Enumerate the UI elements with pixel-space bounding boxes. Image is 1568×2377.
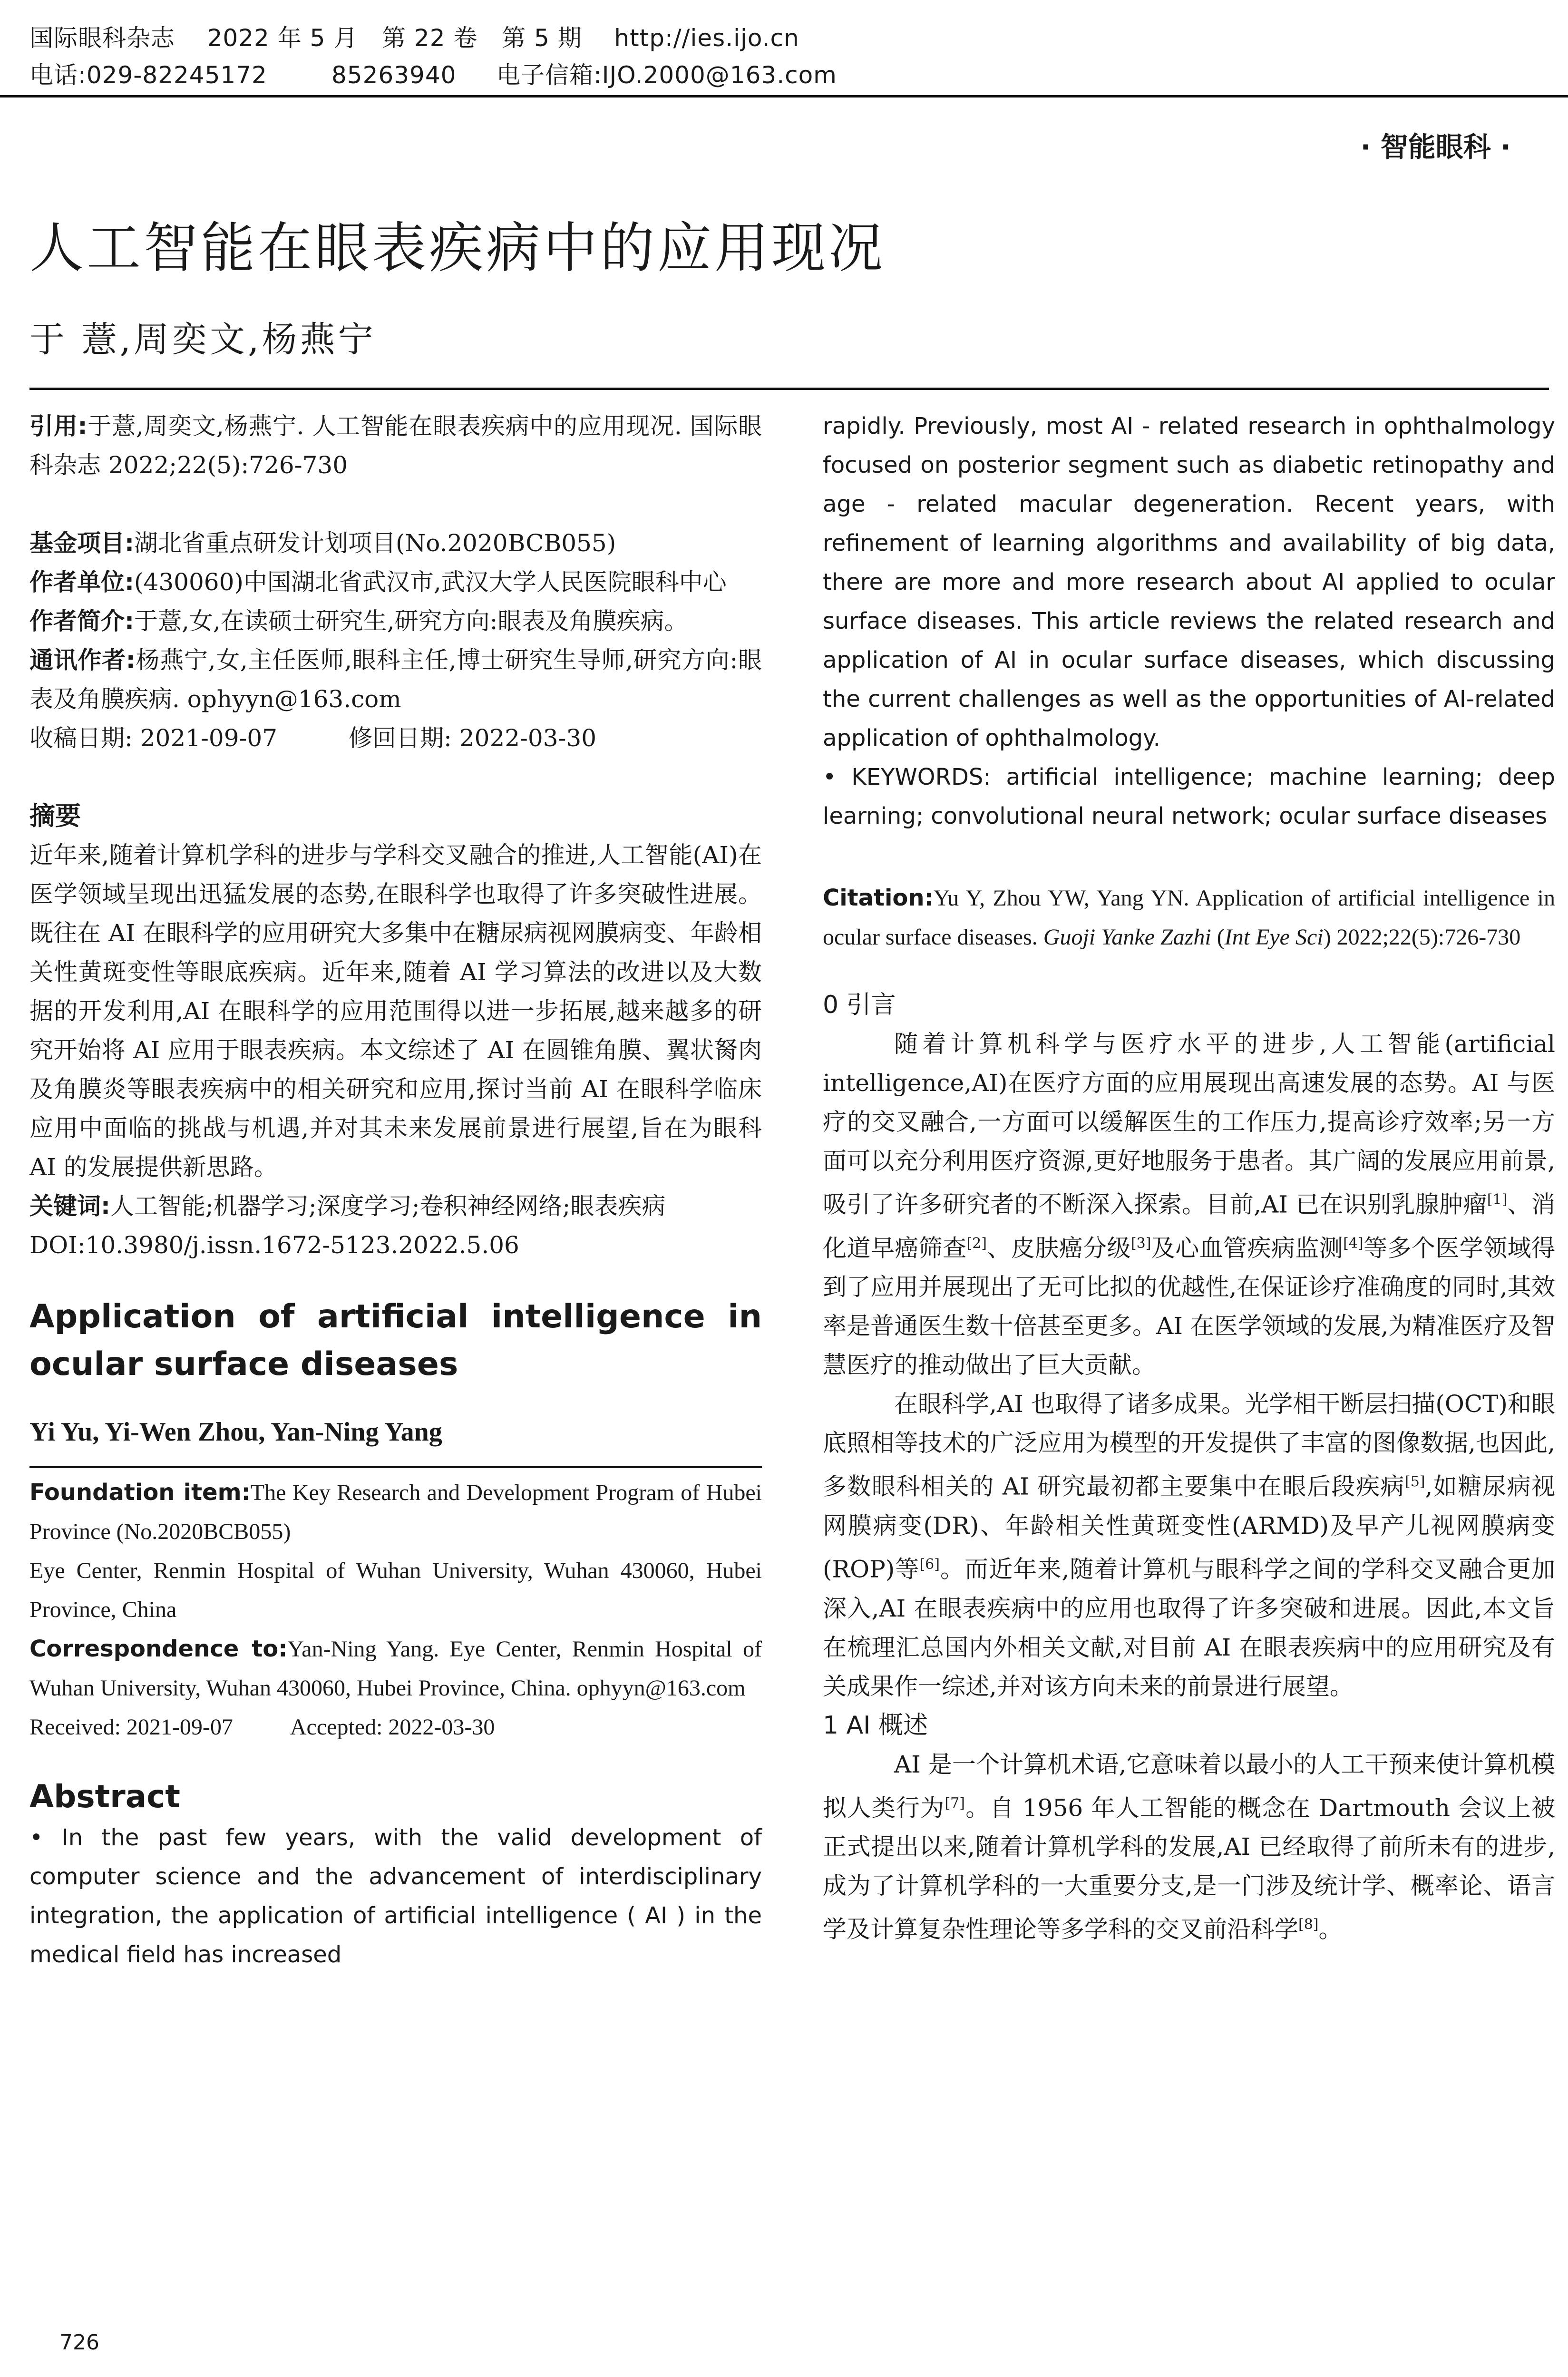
text: 。自 1956 年人工智能的概念在 Dartmouth 会议上被正式提出以来,随着计算机学科的发展,AI 已经取得了前所未有的进步,成为了计算机学科的一大重要分支,是一门涉及统计学、概率论、语言学及计算复杂性理论等多学科的交叉前沿科学	[823, 1794, 1556, 1943]
reference: [5]	[1405, 1473, 1425, 1490]
phone-2: 85263940	[331, 61, 457, 89]
section-0-paragraph-1	[823, 1024, 1555, 1384]
reference: [7]	[945, 1794, 965, 1812]
bio-text: 于薏,女,在读硕士研究生,研究方向:眼表及角膜疾病。	[134, 607, 688, 635]
keywords-text: 人工智能;机器学习;深度学习;卷积神经网络;眼表疾病	[110, 1192, 666, 1220]
dates-cn	[29, 719, 762, 758]
fund-text: 湖北省重点研发计划项目(No.2020BCB055)	[134, 529, 616, 557]
journal-url[interactable]: http://ies.ijo.cn	[614, 24, 799, 52]
journal-header-line-2	[29, 56, 837, 90]
text: 在眼科学,AI 也取得了诸多成果。光学相干断层扫描(OCT)和眼底照相等技术的广泛应用为模型的开发提供了丰富的图像数据,也因此,多数眼科相关的 AI 研究最初都主要集中在眼后段疾病	[823, 1390, 1555, 1500]
received-en: Received: 2021-09-07	[29, 1715, 233, 1740]
abstract-en-start: • In the past few years, with the valid development of computer science and the advancement of interdisciplinary integration, the application of artificial intelligence ( AI ) in the medical field has increased	[29, 1824, 762, 1968]
citation-tail: ) 2022;22(5):726-730	[1323, 925, 1521, 950]
unit-label: 作者单位:	[29, 568, 134, 596]
left-column	[29, 407, 762, 1974]
column-tag: · 智能眼科 ·	[1360, 131, 1511, 163]
dates-en	[29, 1708, 762, 1747]
abstract-en-continued: rapidly. Previously, most AI - related research in ophthalmology focused on posterior segment such as diabetic retinopathy and age - related macular degeneration. Recent years, with refinement of learning algorithms and availability of big data, there are more and more research about AI applied to ocular surface diseases. This article reviews the related research and application of AI in ocular surface diseases, which discussing the current challenges as well as the opportunities of AI-related application of ophthalmology.	[823, 413, 1555, 751]
doi: DOI:10.3980/j.issn.1672-5123.2022.5.06	[29, 1231, 519, 1259]
english-title: Application of artificial intelligence in ocular surface diseases	[29, 1298, 762, 1383]
text: 及心血管疾病监测	[1151, 1234, 1344, 1262]
revised-date: 修回日期: 2022-03-30	[349, 724, 597, 752]
keywords-label: 关键词:	[29, 1192, 110, 1220]
citation-cn	[29, 407, 762, 485]
unit-text: (430060)中国湖北省武汉市,武汉大学人民医院眼科中心	[134, 568, 727, 596]
abstract-cn-text: 近年来,随着计算机学科的进步与学科交叉融合的推进,人工智能(AI)在医学领域呈现出迅猛发展的态势,在眼科学也取得了许多突破性进展。既往在 AI 在眼科学的应用研究大多集中在糖尿病视网膜病变、年龄相关性黄斑变性等眼底疾病。近年来,随着 AI 学习算法的改进以及大数据的开发利用,AI 在眼科学的应用范围得以进一步拓展,越来越多的研究开始将 AI 应用于眼表疾病。本文综述了 AI 在圆锥角膜、翼状胬肉及角膜炎等眼表疾病中的相关研究和应用,探讨当前 AI 在眼科学临床应用中面临的挑战与机遇,并对其未来发展前景进行展望,旨在为眼科 AI 的发展提供新思路。	[29, 841, 762, 1181]
reference: [8]	[1298, 1916, 1319, 1933]
fund-item	[29, 524, 762, 563]
accepted-en: Accepted: 2022-03-30	[290, 1715, 495, 1740]
issue-date: 2022 年 5 月	[207, 24, 358, 52]
keywords-cn	[29, 1187, 762, 1226]
citation-journal: Guoji Yanke Zazhi	[1043, 925, 1211, 950]
citation-en	[823, 878, 1555, 957]
abstract-en-heading: Abstract	[29, 1778, 180, 1815]
paper-title: 人工智能在眼表疾病中的应用现况	[29, 216, 886, 280]
journal-header-line-1	[29, 19, 799, 53]
text: 、皮肤癌分级	[987, 1234, 1131, 1262]
keywords-en: • KEYWORDS: artificial intelligence; machine learning; deep learning; convolutional neural network; ocular surface diseases	[823, 764, 1555, 829]
volume: 第 22 卷	[382, 24, 478, 52]
foundation-label: Foundation item:	[29, 1479, 251, 1506]
section-0-heading: 0 引言	[823, 991, 896, 1019]
text: 随着计算机科学与医疗水平的进步,人工智能(artificial intelligence,AI)在医疗方面的应用展现出高速发展的态势。AI 与医疗的交叉融合,一方面可以缓解医生的工作压力,提高诊疗效率;另一方面可以充分利用医疗资源,更好地服务于患者。其广阔的发展应用前景,吸引了许多研究者的不断深入探索。目前,AI 已在识别乳腺肿瘤	[823, 1030, 1555, 1218]
section-1-paragraph-1	[823, 1745, 1555, 1949]
corr-label: 通讯作者:	[29, 646, 136, 674]
reference: [3]	[1130, 1235, 1151, 1252]
reference: [1]	[1487, 1191, 1508, 1208]
corr-text: 杨燕宁,女,主任医师,眼科主任,博士研究生导师,研究方向:眼表及角膜疾病. ophyyn@163.com	[29, 646, 762, 713]
citation-en-label: Citation:	[823, 885, 934, 911]
foundation-item	[29, 1473, 762, 1551]
section-1-heading: 1 AI 概述	[823, 1711, 928, 1740]
foundation-text: The Key Research and Development Program of Hubei Province (No.2020BCB055)	[29, 1480, 762, 1544]
issue-number: 第 5 期	[502, 24, 582, 52]
page-number: 726	[59, 2330, 99, 2355]
affiliation: Eye Center, Renmin Hospital of Wuhan University, Wuhan 430060, Hubei Province, China	[29, 1558, 762, 1622]
abstract-cn-heading: 摘要	[29, 801, 81, 831]
section-0-paragraph-2	[823, 1384, 1555, 1705]
correspondence	[29, 1629, 762, 1708]
reference: [2]	[966, 1235, 987, 1252]
right-column	[823, 407, 1555, 1949]
corresponding-author	[29, 641, 762, 719]
citation-open: (	[1217, 925, 1225, 950]
paper-authors: 于 薏,周奕文,杨燕宁	[29, 319, 376, 360]
author-unit	[29, 563, 762, 602]
citation-text: 于薏,周奕文,杨燕宁. 人工智能在眼表疾病中的应用现况. 国际眼科杂志 2022;22(5):726-730	[29, 412, 762, 479]
text: 等多个医学领域得到了应用并展现出了无可比拟的优越性,在保证诊疗准确度的同时,其效率是普通医生数十倍甚至更多。AI 在医学领域的发展,为精准医疗及智慧医疗的推动做出了巨大贡献。	[823, 1234, 1556, 1379]
correspondence-label: Correspondence to:	[29, 1636, 288, 1662]
title-rule	[29, 388, 1549, 390]
bio-label: 作者简介:	[29, 607, 134, 635]
phone: 电话:029-82245172	[29, 61, 267, 89]
received-date: 收稿日期: 2021-09-07	[29, 724, 278, 752]
correspondence-text: Yan-Ning Yang. Eye Center, Renmin Hospital of Wuhan University, Wuhan 430060, Hubei Province, China. ophyyn@163.com	[29, 1637, 762, 1701]
text: 、消化道早癌筛查	[823, 1190, 1555, 1262]
author-bio	[29, 602, 762, 641]
citation-journal-en: Int Eye Sci	[1224, 925, 1324, 950]
text: 。而近年来,随着计算机与眼科学之间的学科交叉融合更加深入,AI 在眼表疾病中的应用也取得了许多突破和进展。因此,本文旨在梳理汇总国内外相关文献,对目前 AI 在眼表疾病中的应用研究及有关成果作一综述,并对该方向未来的前景进行展望。	[823, 1555, 1555, 1700]
english-authors: Yi Yu, Yi-Wen Zhou, Yan-Ning Yang	[29, 1417, 442, 1447]
reference: [4]	[1343, 1235, 1363, 1252]
reference: [6]	[919, 1556, 940, 1573]
citation-label: 引用:	[29, 412, 88, 440]
text: 。	[1318, 1915, 1343, 1943]
citation-en-text: Yu Y, Zhou YW, Yang YN. Application of artificial intelligence in ocular surface diseases.	[823, 886, 1555, 950]
fund-label: 基金项目:	[29, 529, 134, 557]
text: AI 是一个计算机术语,它意味着以最小的人工干预来使计算机模拟人类行为	[823, 1750, 1555, 1822]
email[interactable]: 电子信箱:IJO.2000@163.com	[496, 61, 837, 89]
header-rule	[0, 95, 1568, 97]
text: ,如糖尿病视网膜病变(DR)、年龄相关性黄斑变性(ARMD)及早产儿视网膜病变(ROP)等	[823, 1472, 1555, 1583]
journal-name: 国际眼科杂志	[29, 24, 175, 52]
